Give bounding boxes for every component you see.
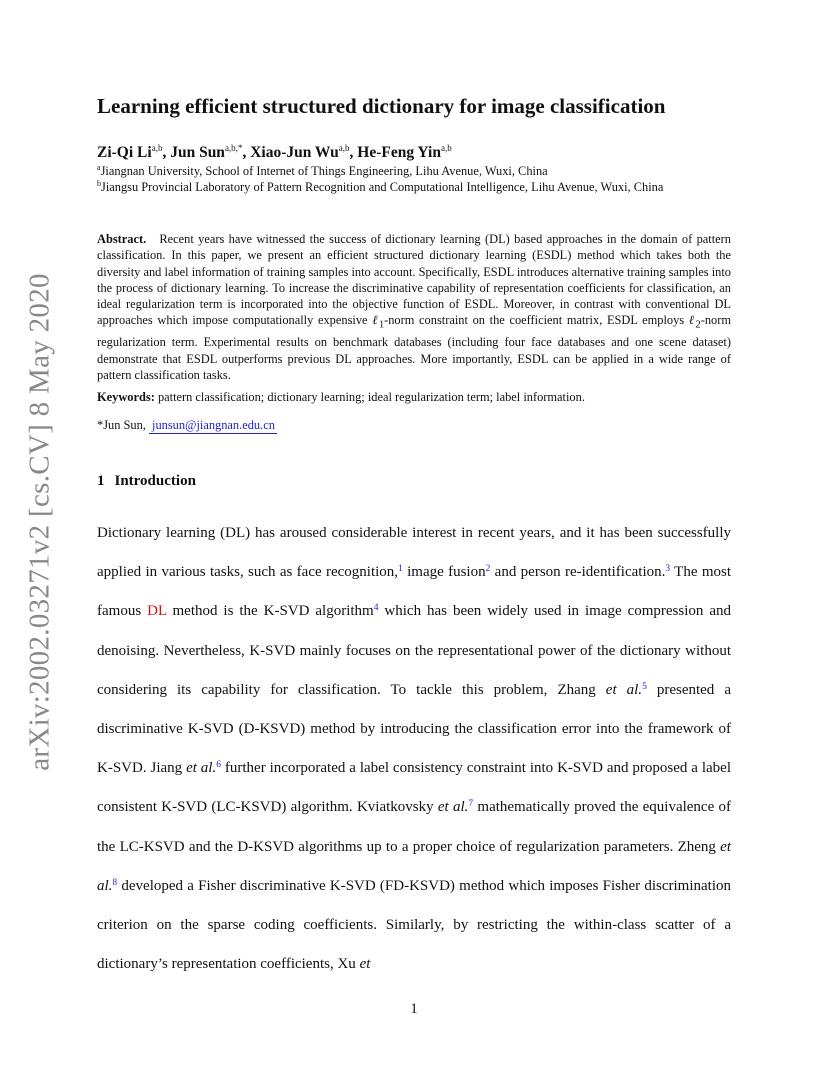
citation-link[interactable]: 4	[373, 603, 379, 614]
affiliation-mark: b	[97, 179, 101, 188]
citation-link[interactable]: 5	[642, 681, 647, 692]
section-heading	[97, 473, 196, 490]
author-name: Jun Sun	[170, 144, 225, 162]
keywords-label: Keywords:	[97, 390, 155, 404]
corresponding-author-label: *Jun Sun,	[97, 418, 146, 432]
section-number: 1	[97, 473, 105, 489]
affiliation-a	[97, 163, 548, 179]
author-affiliation-marks: a,b	[338, 143, 350, 153]
abstract-label: Abstract.	[97, 232, 147, 246]
citation-link[interactable]: 7	[468, 799, 474, 810]
introduction-paragraph: Dictionary learning (DL) has aroused considerable interest in recent years, and it has been successfully applied in various tasks, such as face recognition,$^1$ image fusion$^2$ and person re-identification.$^3$ The most famous DL method is the K-SVD algorithm$^4$ which has been widely used in image compression and denoising. Nevertheless, K-SVD mainly focuses on the representational power of the dictionary without considering its capability for classification. To tackle this problem, Zhang et al.$^5$ presented a discriminative K-SVD (D-KSVD) method by introducing the classification error into the framework of K-SVD. Jiang et al.$^6$ further incorporated a label consistency constraint into K-SVD and proposed a label consistent K-SVD (LC-KSVD) algorithm. Kviatkovsky et al.$^7$ mathematically proved the equivalence of the LC-KSVD and the D-KSVD algorithms up to a proper choice of regularization parameters. Zheng et al.$^8$ developed a Fisher discriminative K-SVD (FD-KSVD) method which imposes Fisher discrimination criterion on the sparse coding coefficients. Similarly, by restricting the within-class scatter of a dictionary’s representation coefficients, Xu et	[97, 525, 732, 973]
author-affiliation-marks: a,b	[440, 143, 452, 153]
keywords	[97, 390, 585, 405]
citation-link[interactable]: 1	[398, 564, 403, 575]
author-affiliation-marks: a,b	[151, 143, 163, 153]
citation-link[interactable]: 2	[485, 564, 491, 575]
abstract: Abstract. Recent years have witnessed the success of dictionary learning (DL) based approaches in the domain of pattern classification. In this paper, we present an efficient structured dictionary learning (ESDL) method which takes both the diversity and label information of training samples into account. Specifically, ESDL introduces alternative training samples into the process of dictionary learning. To increase the discriminative capability of representation coefficients for classification, an ideal regularization term is incorporated into the objective function of ESDL. Moreover, in contrast with conventional DL approaches which impose computationally expensive ℓ$_1$-norm constraint on the coefficient matrix, ESDL employs ℓ$_2$-norm regularization term. Experimental results on benchmark databases (including four face databases and one scene dataset) demonstrate that ESDL outperforms previous DL approaches. More importantly, ESDL can be applied in a wide range of pattern classification tasks.	[97, 232, 732, 382]
author-list: Zi-Qi Li$^{a,b}$, Jun Sun$^{a,b,*}$, Xiao-Jun Wu$^{a,b}$, He-Feng Yin$^{a,b}$	[97, 143, 452, 162]
corresponding-author	[97, 418, 277, 433]
citation-link[interactable]: 3	[665, 564, 671, 575]
affiliation-mark: a	[97, 163, 101, 172]
affiliation-b	[97, 179, 663, 195]
citation-link[interactable]: 6	[216, 760, 221, 771]
author-affiliation-marks: a,b,*	[224, 143, 243, 153]
paper-title: Learning efficient structured dictionary for image classification	[97, 94, 666, 118]
keywords-text: pattern classification; dictionary learning; ideal regularization term; label information.	[157, 390, 585, 404]
affiliation-text: Jiangsu Provincial Laboratory of Pattern Recognition and Computational Intelligence, Lihu Avenue, Wuxi, China	[101, 180, 664, 195]
author-name: Xiao-Jun Wu	[250, 144, 339, 162]
page-number: 1	[410, 1001, 418, 1017]
email-link[interactable]: junsun@jiangnan.edu.cn	[149, 418, 277, 434]
author-name: Zi-Qi Li	[97, 144, 152, 162]
arxiv-stamp-text: arXiv:2002.03271v2 [cs.CV] 8 May 2020	[23, 273, 56, 771]
section-title: Introduction	[114, 473, 196, 489]
affiliation-text: Jiangnan University, School of Internet of Things Engineering, Lihu Avenue, Wuxi, China	[100, 164, 548, 179]
author-name: He-Feng Yin	[357, 144, 441, 162]
acronym-link[interactable]: DL	[147, 603, 167, 620]
citation-link[interactable]: 8	[112, 877, 118, 888]
